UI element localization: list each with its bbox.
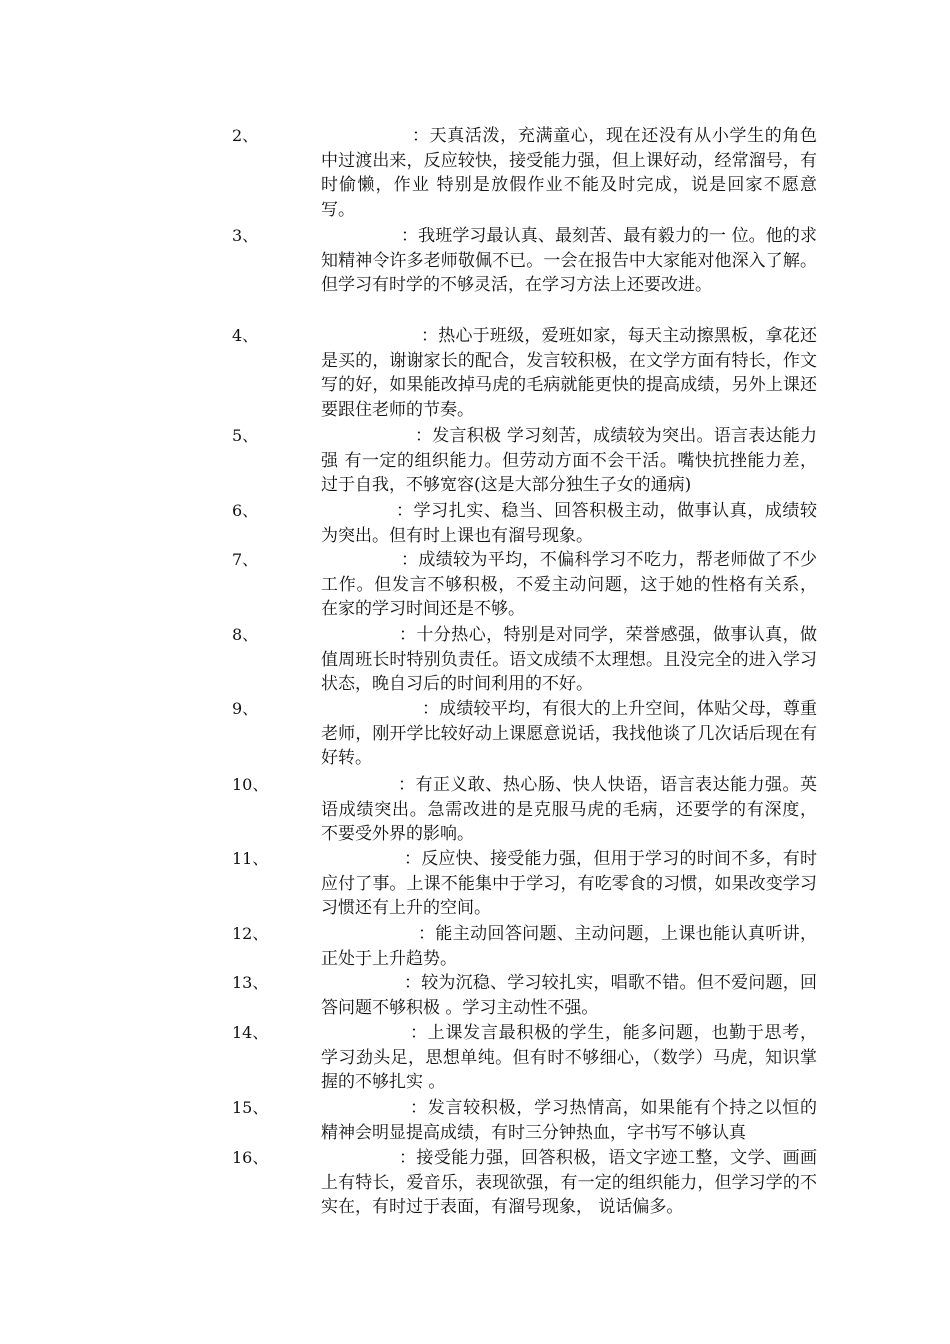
item-number: 14、 bbox=[232, 1023, 269, 1042]
item-number: 6、 bbox=[232, 501, 259, 520]
item-number: 11、 bbox=[232, 849, 269, 868]
item-text: ：发言较积极，学习热情高，如果能有个持之以恒的精神会明显提高成绩，有时三分钟热血，字书写不够认真 bbox=[321, 1098, 817, 1143]
item-number: 8、 bbox=[232, 625, 259, 644]
item-number: 15、 bbox=[232, 1098, 269, 1117]
item-number: 9、 bbox=[232, 699, 259, 718]
item-text: ：有正义敢、热心肠、快人快语，语言表达能力强。英语成绩突出。急需改进的是克服马虎的毛病，还要学的有深度， 不要受外界的影响。 bbox=[321, 775, 817, 844]
item-text: ：反应快、接受能力强，但用于学习的时间不多，有时应付了事。上课不能集中于学习，有吃零食的习惯，如果改变学习习惯还有上升的空间。 bbox=[321, 849, 817, 918]
item-text: ：成绩较为平均，不偏科学习不吃力，帮老师做了不少工作。但发言不够积极，不爱主动问题，这于她的性格有关系， 在家的学习时间还是不够。 bbox=[321, 550, 817, 619]
item-text: ：上课发言最积极的学生，能多问题，也勤于思考，学习劲头足，思想单纯。但有时不够细心，（数学）马虎，知识掌握的不够扎实 。 bbox=[321, 1023, 817, 1092]
item-text: ：热心于班级，爱班如家，每天主动擦黑板，拿花还是买的，谢谢家长的配合，发言较积极，在文学方面有特长，作文写的好，如果能改掉马虎的毛病就能更快的提高成绩，另外上课还要跟住老师的节奏。 bbox=[321, 326, 817, 420]
item-number: 10、 bbox=[232, 775, 269, 794]
item-text: ：能主动回答问题、主动问题，上课也能认真听讲，正处于上升趋势。 bbox=[321, 924, 817, 969]
item-number: 5、 bbox=[232, 426, 259, 445]
item-number: 16、 bbox=[232, 1148, 269, 1167]
item-number: 2、 bbox=[232, 126, 259, 145]
item-text: ：天真活泼，充满童心，现在还没有从小学生的角色中过渡出来，反应较快，接受能力强，但上课好动，经常溜号，有时偷懒，作业 特别是放假作业不能及时完成，说是回家不愿意写。 bbox=[321, 126, 817, 220]
item-text: ：成绩较平均，有很大的上升空间，体贴父母，尊重老师，刚开学比较好动上课愿意说话，我找他谈了几次话后现在有好转。 bbox=[321, 699, 817, 768]
item-number: 3、 bbox=[232, 226, 259, 245]
item-text: ：较为沉稳、学习较扎实，唱歌不错。但不爱问题，回答问题不够积极 。学习主动性不强。 bbox=[321, 973, 817, 1018]
item-text: ：我班学习最认真、最刻苦、最有毅力的一 位。他的求知精神令许多老师敬佩不已。一会在报告中大家能对他深入了解。但学习有时学的不够灵活，在学习方法上还要改进。 bbox=[321, 226, 817, 295]
item-text: ：接受能力强，回答积极，语文字迹工整，文学、画画上有特长，爱音乐，表现欲强，有一定的组织能力，但学习学的不实在，有时过于表面，有溜号现象， 说话偏多。 bbox=[321, 1148, 817, 1217]
item-number: 4、 bbox=[232, 326, 259, 345]
item-text: ：十分热心，特别是对同学，荣誉感强，做事认真，做值周班长时特别负责任。语文成绩不太理想。且没完全的进入学习状态，晚自习后的时间利用的不好。 bbox=[321, 625, 817, 694]
item-number: 13、 bbox=[232, 973, 269, 992]
item-text: ：发言积极 学习刻苦，成绩较为突出。语言表达能力强 有一定的组织能力。但劳动方面不会干活。嘴快抗挫能力差，过于自我，不够宽容(这是大部分独生子女的通病) bbox=[321, 426, 817, 495]
item-number: 7、 bbox=[232, 550, 259, 569]
item-text: ：学习扎实、稳当、回答积极主动，做事认真，成绩较为突出。但有时上课也有溜号现象。 bbox=[321, 501, 817, 546]
item-number: 12、 bbox=[232, 924, 269, 943]
